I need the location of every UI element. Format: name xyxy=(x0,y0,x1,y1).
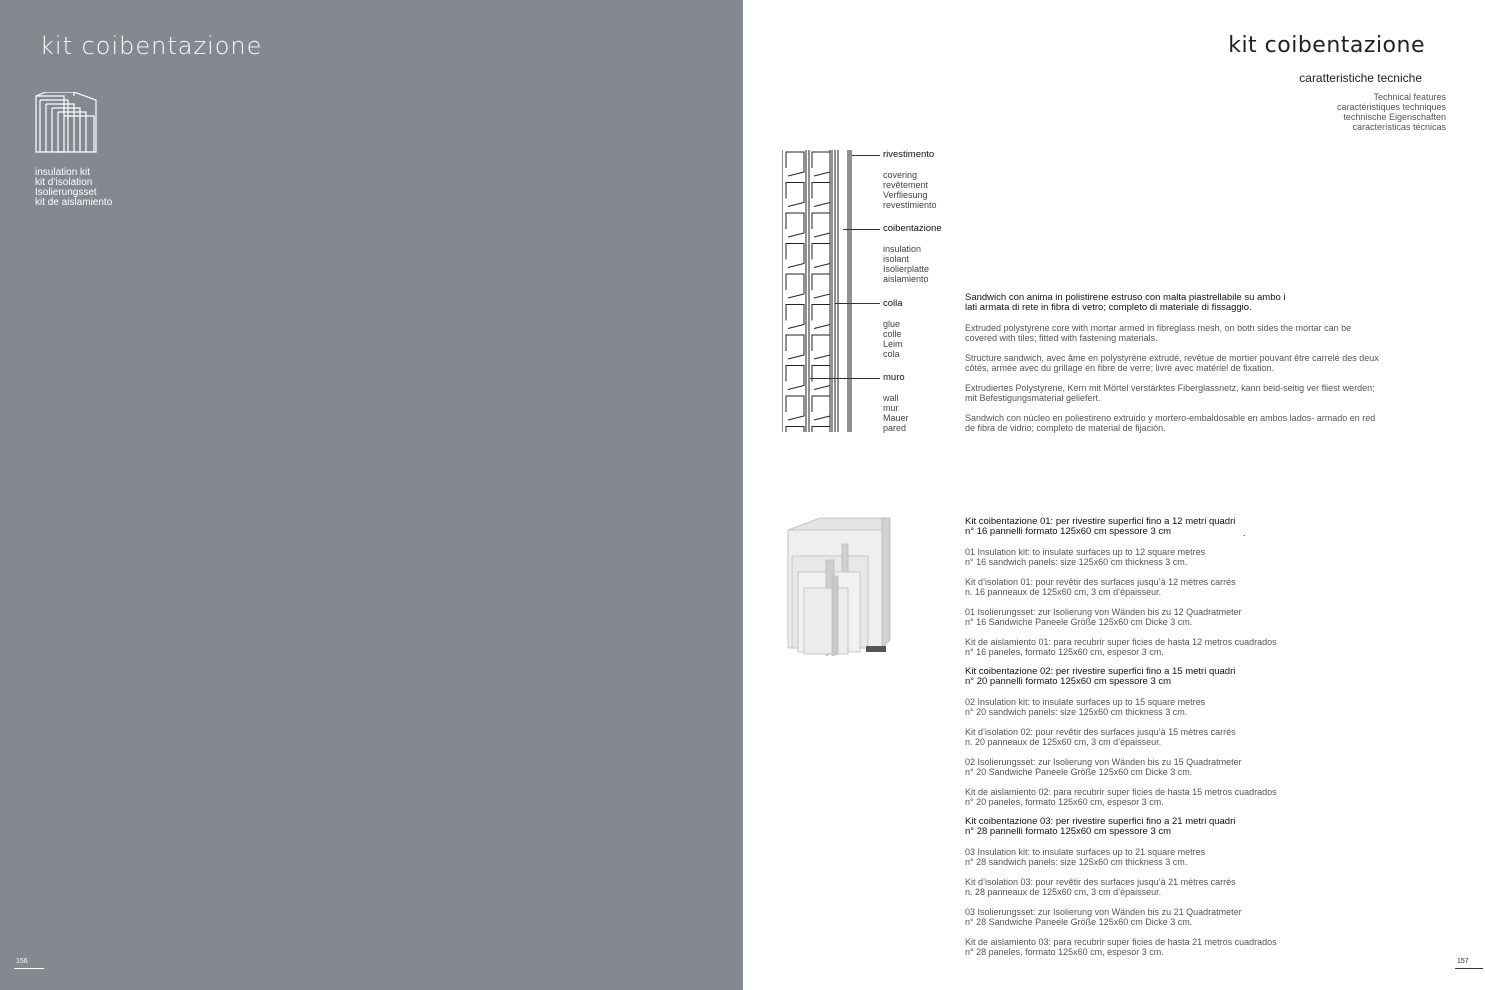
wall-section-diagram xyxy=(782,150,852,432)
wall-brick-cell xyxy=(812,335,830,359)
kit-line: 01 Insulation kit: to insulate surfaces up to 12 square metres xyxy=(965,547,1206,557)
wall-brick-cell xyxy=(812,305,830,329)
description-line: Extrudiertes Polystyrene, Kern mit Mörtel verstärktes Fiberglassnetz, kann beid-seitig ver fliest werden; xyxy=(965,383,1375,393)
kit-line: Kit de aislamiento 03: para recubrir super ficies de hasta 21 metros cuadrados xyxy=(965,937,1277,947)
feature-label: caractéristiques techniques xyxy=(1336,102,1446,112)
technical-features-labels xyxy=(1337,92,1446,132)
right-page-title: kit coibentazione xyxy=(1228,33,1425,58)
kit-line: n° 28 paneles, formato 125x60 cm, espesor 3 cm. xyxy=(965,947,1164,957)
description-en xyxy=(965,323,1405,343)
leader-line xyxy=(843,229,880,230)
legend-item: pared xyxy=(883,423,907,433)
kit-heading-line: n° 28 pannelli formato 125x60 cm spessore 3 cm xyxy=(965,826,1172,837)
legend-item: revêtement xyxy=(883,180,929,190)
legend-head: colla xyxy=(883,298,903,309)
legend-item: revestimiento xyxy=(883,200,937,210)
wall-brick-cell xyxy=(786,274,804,298)
legend-item: cola xyxy=(883,349,900,359)
kit-heading-line: Kit coibentazione 02: per rivestire superfici fino a 15 metri quadri xyxy=(965,666,1236,677)
description-line: mit Befestigungsmaterial geliefert. xyxy=(965,393,1101,403)
legend-rivestimento xyxy=(883,150,937,210)
legend-head: muro xyxy=(883,372,905,383)
kit-03-block xyxy=(965,817,1385,957)
kit-line: n. 16 panneaux de 125x60 cm, 3 cm d’épaisseur. xyxy=(965,587,1162,597)
kit-line: Kit d’isolation 02: pour revêtir des surfaces jusqu’à 15 mètres carrés xyxy=(965,727,1236,737)
description-es xyxy=(965,413,1405,433)
stray-dot: . xyxy=(1243,528,1246,538)
description-line: covered with tiles; fitted with fastening materials. xyxy=(965,333,1158,343)
leader-line xyxy=(810,378,880,379)
legend-item: covering xyxy=(883,170,918,180)
legend-head: coibentazione xyxy=(883,223,942,234)
description-line: Structure sandwich, avec âme en polystyrène extrudé, revêtue de mortier pouvant être carrelé des deux xyxy=(965,353,1379,363)
wall-brick-cell xyxy=(786,152,804,176)
wall-brick-cell xyxy=(786,244,804,268)
description-fr xyxy=(965,353,1405,373)
wall-brick-cell xyxy=(786,305,804,329)
kit-heading-line: n° 20 pannelli formato 125x60 cm spessore 3 cm xyxy=(965,676,1172,687)
kit-line: n° 16 Sandwiche Paneele Größe 125x60 cm Dicke 3 cm. xyxy=(965,617,1193,627)
kit-line: 01 Isolierungsset: zur Isolierung von Wänden bis zu 12 Quadratmeter xyxy=(965,607,1242,617)
wall-brick-cell xyxy=(786,366,804,390)
wall-brick-cell xyxy=(812,244,830,268)
wall-brick-cell xyxy=(786,213,804,237)
wall-brick-cell xyxy=(812,152,830,176)
leader-line xyxy=(852,155,880,156)
legend-item: Leim xyxy=(883,339,903,349)
legend-item: isolant xyxy=(883,254,910,264)
lang-label: insulation kit xyxy=(35,167,91,178)
legend-item: Mauer xyxy=(883,413,909,423)
legend-item: mur xyxy=(883,403,899,413)
kit-line: Kit d’isolation 03: pour revêtir des surfaces jusqu’à 21 mètres carrés xyxy=(965,877,1236,887)
legend-item: Verfliesung xyxy=(883,190,928,200)
legend-item: Isolierplatte xyxy=(883,264,930,274)
legend-item: colle xyxy=(883,329,902,339)
legend-muro xyxy=(883,373,909,433)
kit-line: 02 Isolierungsset: zur Isolierung von Wänden bis zu 15 Quadratmeter xyxy=(965,757,1242,767)
insulation-panels-image xyxy=(782,516,900,656)
feature-label: technische Eigenschaften xyxy=(1343,112,1446,122)
kit-02-block xyxy=(965,667,1385,807)
kit-line: 02 Insulation kit: to insulate surfaces up to 15 square metres xyxy=(965,697,1206,707)
page-number-left: 156 xyxy=(16,958,28,965)
left-language-list xyxy=(35,168,112,208)
wall-brick-cell xyxy=(786,183,804,207)
legend-item: glue xyxy=(883,319,901,329)
kit-line: n. 28 panneaux de 125x60 cm, 3 cm d’épaisseur. xyxy=(965,887,1162,897)
description-line: côtés, armée avec du grillage en fibre de verre; livré avec matériel de fixation. xyxy=(965,363,1275,373)
kit-line: 03 Insulation kit: to insulate surfaces up to 21 square metres xyxy=(965,847,1206,857)
leader-line xyxy=(835,303,880,304)
wall-brick-cell xyxy=(812,427,830,433)
wall-brick-cell xyxy=(786,335,804,359)
lang-label: Isolierungsset xyxy=(35,187,97,198)
description-de xyxy=(965,383,1405,403)
kit-heading-line: n° 16 pannelli formato 125x60 cm spessore 3 cm xyxy=(965,526,1172,537)
feature-label: características técnicas xyxy=(1352,122,1446,132)
legend-colla xyxy=(883,299,903,359)
kit-line: n° 16 paneles, formato 125x60 cm, espesor 3 cm. xyxy=(965,647,1164,657)
kit-line: n° 16 sandwich panels: size 125x60 cm thickness 3 cm. xyxy=(965,557,1188,567)
kit-line: Kit d’isolation 01: pour revêtir des surfaces jusqu’à 12 mètres carrés xyxy=(965,577,1236,587)
description-line: de fibra de vidrio; completo de material de fijación. xyxy=(965,423,1166,433)
wall-brick-cell xyxy=(812,274,830,298)
kit-heading-line: Kit coibentazione 03: per rivestire superfici fino a 21 metri quadri xyxy=(965,816,1236,827)
lang-label: kit de aislamiento xyxy=(35,197,113,208)
legend-coibentazione xyxy=(883,224,942,284)
right-page-subtitle: caratteristiche tecniche xyxy=(1299,71,1422,85)
page-number-right: 157 xyxy=(1457,958,1469,965)
kit-line: n° 20 sandwich panels: size 125x60 cm thickness 3 cm. xyxy=(965,707,1188,717)
wall-brick-cell xyxy=(786,396,804,420)
insulation-kit-icon xyxy=(34,92,98,154)
legend-item: wall xyxy=(883,393,899,403)
kit-line: n° 20 Sandwiche Paneele Größe 125x60 cm Dicke 3 cm. xyxy=(965,767,1193,777)
kit-line: n. 20 panneaux de 125x60 cm, 3 cm d’épaisseur. xyxy=(965,737,1162,747)
wall-brick-cell xyxy=(812,213,830,237)
wall-brick-cell xyxy=(786,427,804,433)
feature-label: Technical features xyxy=(1373,92,1446,102)
kit-line: 03 Isolierungsset: zur Isolierung von Wänden bis zu 21 Quadratmeter xyxy=(965,907,1242,917)
kit-line: n° 28 Sandwiche Paneele Größe 125x60 cm Dicke 3 cm. xyxy=(965,917,1193,927)
kit-01-block xyxy=(965,517,1385,657)
wall-brick-cell xyxy=(812,183,830,207)
lang-label: kit d’isolation xyxy=(35,177,93,188)
kit-heading-line: Kit coibentazione 01: per rivestire superfici fino a 12 metri quadri xyxy=(965,516,1236,527)
description-line: lati armata di rete in fibra di vetro; completo di materiale di fissaggio. xyxy=(965,302,1252,313)
kit-line: Kit de aislamiento 01: para recubrir super ficies de hasta 12 metros cuadrados xyxy=(965,637,1277,647)
description-it xyxy=(965,293,1405,313)
wall-brick-cell xyxy=(812,396,830,420)
legend-item: aislamiento xyxy=(883,274,929,284)
kit-line: n° 20 paneles, formato 125x60 cm, espesor 3 cm. xyxy=(965,797,1164,807)
kit-line: n° 28 sandwich panels: size 125x60 cm thickness 3 cm. xyxy=(965,857,1188,867)
legend-item: insulation xyxy=(883,244,922,254)
description-line: Extruded polystyrene core with mortar armed in fibreglass mesh, on both sides the mortar can be xyxy=(965,323,1352,333)
kit-line: Kit de aislamiento 02: para recubrir super ficies de hasta 15 metros cuadrados xyxy=(965,787,1277,797)
legend-head: rivestimento xyxy=(883,149,935,160)
description-line: Sandwich con núcleo en poliestireno extruido y mortero-embaldosable en ambos lados- armado en red xyxy=(965,413,1376,423)
left-page-title: kit coibentazione xyxy=(40,32,263,60)
description-line: Sandwich con anima in polistirene estruso con malta piastrellabile su ambo i xyxy=(965,292,1286,303)
